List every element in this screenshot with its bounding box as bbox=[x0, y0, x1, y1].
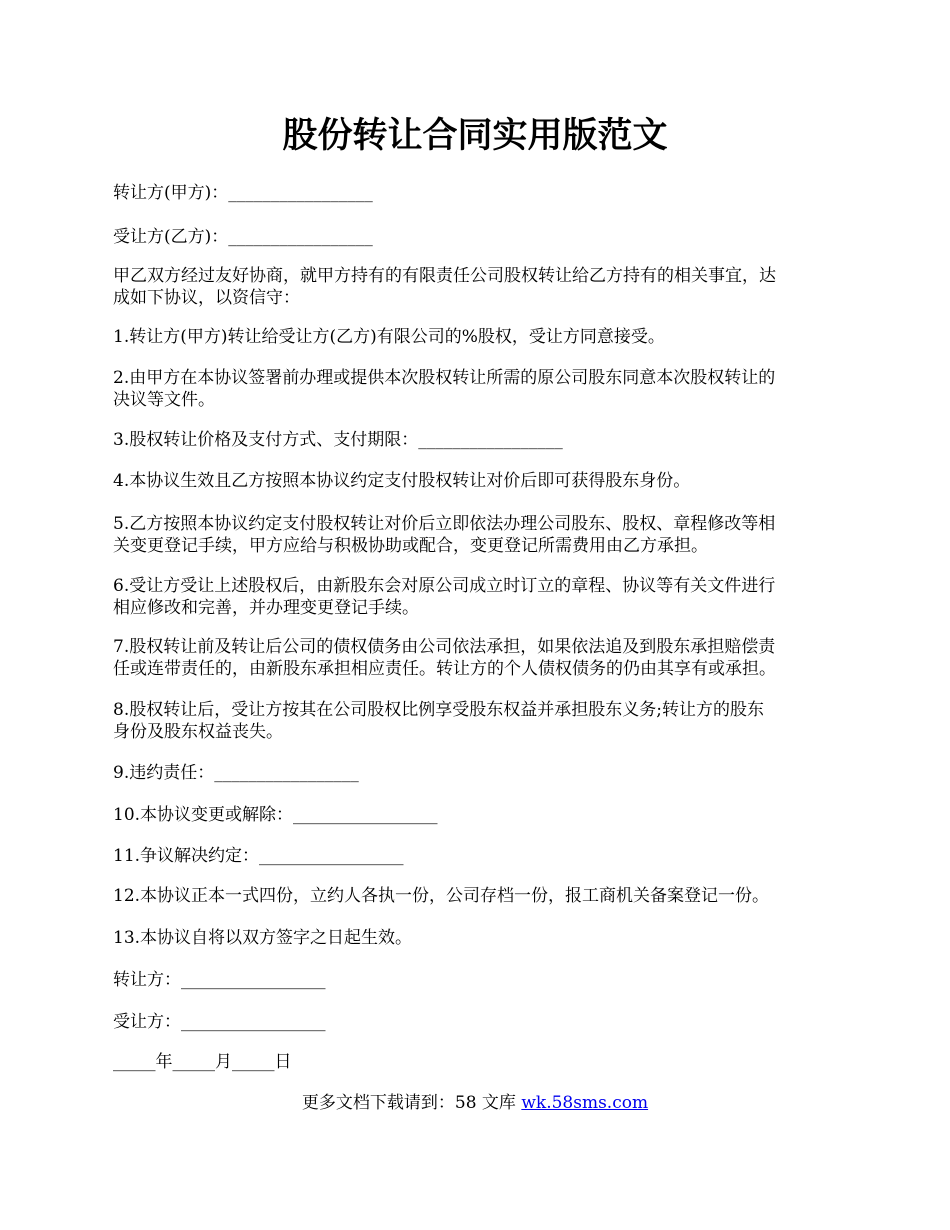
footer-text: 更多文档下载请到：58 文库 bbox=[301, 1093, 522, 1113]
footer-link[interactable]: wk.58sms.com bbox=[521, 1093, 649, 1113]
footer bbox=[0, 1092, 950, 1114]
clause-7: 7.股权转让前及转让后公司的债权债务由公司依法承担，如果依法追及到股东承担赔偿责 任或连带责任的，由新股东承担相应责任。转让方的个人债权债务的仍由其享有或承担。 bbox=[113, 637, 776, 679]
clause-2: 2.由甲方在本协议签署前办理或提供本次股权转让所需的原公司股东同意本次股权转让的 决议等文件。 bbox=[113, 368, 776, 410]
signature-transferor: 转让方：_________________ bbox=[113, 970, 326, 990]
clause-1: 1.转让方(甲方)转让给受让方(乙方)有限公司的%股权，受让方同意接受。 bbox=[113, 327, 665, 347]
clause-11: 11.争议解决约定：_________________ bbox=[113, 846, 404, 866]
clause-4: 4.本协议生效且乙方按照本协议约定支付股权转让对价后即可获得股东身份。 bbox=[113, 471, 691, 491]
clause-10: 10.本协议变更或解除：_________________ bbox=[113, 805, 438, 825]
transferee-party-b-line: 受让方(乙方)：_________________ bbox=[113, 227, 373, 247]
clause-8: 8.股权转让后，受让方按其在公司股权比例享受股东权益并承担股东义务;转让方的股东 身份及股东权益丧失。 bbox=[113, 700, 764, 742]
clause-12: 12.本协议正本一式四份，立约人各执一份，公司存档一份，报工商机关备案登记一份。 bbox=[113, 886, 770, 906]
clause-3: 3.股权转让价格及支付方式、支付期限：_________________ bbox=[113, 430, 563, 450]
clause-13: 13.本协议自将以双方签字之日起生效。 bbox=[113, 928, 413, 948]
signature-transferee: 受让方：_________________ bbox=[113, 1012, 326, 1032]
intro-paragraph: 甲乙双方经过友好协商，就甲方持有的有限责任公司股权转让给乙方持有的相关事宜，达 成如下协议，以资信守： bbox=[113, 266, 776, 308]
date-line: _____年_____月_____日 bbox=[113, 1052, 292, 1072]
document-title: 股份转让合同实用版范文 bbox=[282, 115, 668, 156]
clause-9: 9.违约责任：_________________ bbox=[113, 763, 359, 783]
clause-5: 5.乙方按照本协议约定支付股权转让对价后立即依法办理公司股东、股权、章程修改等相 关变更登记手续，甲方应给与积极协助或配合，变更登记所需费用由乙方承担。 bbox=[113, 514, 776, 556]
clause-6: 6.受让方受让上述股权后，由新股东会对原公司成立时订立的章程、协议等有关文件进行 相应修改和完善，并办理变更登记手续。 bbox=[113, 576, 776, 618]
transferor-party-a-line: 转让方(甲方)：_________________ bbox=[113, 183, 373, 203]
